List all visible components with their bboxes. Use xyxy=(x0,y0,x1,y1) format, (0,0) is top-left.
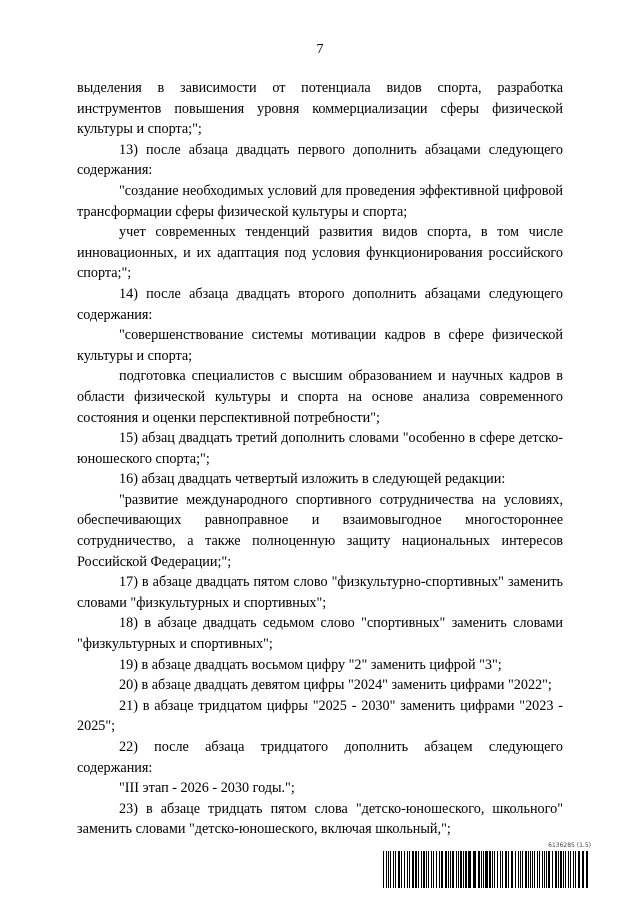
paragraph: 17) в абзаце двадцать пятом слово "физкультурно-спортивных" заменить словами "физкультурных и спортивных"; xyxy=(77,574,563,611)
paragraph: "совершенствование системы мотивации кадров в сфере физической культуры и спорта; xyxy=(77,327,563,364)
barcode-bars xyxy=(383,851,591,888)
paragraph: "III этап - 2026 - 2030 годы."; xyxy=(119,780,295,797)
paragraph: 23) в абзаце тридцать пятом слова "детско-юношеского, школьного" заменить словами "детско-юношеского, включая школьный,"; xyxy=(77,800,563,838)
paragraph: 16) абзац двадцать четвертый изложить в следующей редакции: xyxy=(119,471,506,488)
paragraph: 14) после абзаца двадцать второго дополнить абзацами следующего содержания: xyxy=(77,285,563,323)
barcode-label: 6136285 (1.5) xyxy=(548,842,591,849)
paragraph: выделения в зависимости от потенциала видов спорта, разработка инструментов повышения уровня коммерциализации сферы физической культуры и спорта;"; xyxy=(77,80,563,138)
paragraph: 21) в абзаце тридцатом цифры "2025 - 2030" заменить цифрами "2023 - 2025"; xyxy=(77,697,563,735)
paragraph: 20) в абзаце двадцать девятом цифры "2024" заменить цифрами "2022"; xyxy=(119,677,552,694)
paragraph: 19) в абзаце двадцать восьмом цифру "2" заменить цифрой "3"; xyxy=(119,656,502,673)
page-number: 7 xyxy=(316,42,324,57)
document-body xyxy=(77,78,563,840)
paragraph: подготовка специалистов с высшим образованием и научных кадров в области физической культуры и спорта на основе анализа современного состояния и оценки перспективной потребности"; xyxy=(77,368,563,426)
paragraph: 13) после абзаца двадцать первого дополнить абзацами следующего содержания: xyxy=(77,141,563,179)
paragraph: "создание необходимых условий для проведения эффективной цифровой трансформации сферы физической культуры и спорта; xyxy=(77,182,563,220)
paragraph: 22) после абзаца тридцатого дополнить абзацем следующего содержания: xyxy=(77,739,563,776)
paragraph: "развитие международного спортивного сотрудничества на условиях, обеспечивающих равноправное и взаимовыгодное многостороннее сотрудничество, а также полноценную защиту национальных интересов Российской Федерации;"; xyxy=(77,491,563,570)
paragraph: 18) в абзаце двадцать седьмом слово "спортивных" заменить словами "физкультурных и спортивных"; xyxy=(77,615,563,653)
paragraph: 15) абзац двадцать третий дополнить словами "особенно в сфере детско-юношеского спорта;"; xyxy=(77,430,563,467)
paragraph: учет современных тенденций развития видов спорта, в том числе инновационных, и их адаптация под условия функционирования российского спорта;"; xyxy=(77,224,563,282)
document-barcode xyxy=(383,842,591,890)
